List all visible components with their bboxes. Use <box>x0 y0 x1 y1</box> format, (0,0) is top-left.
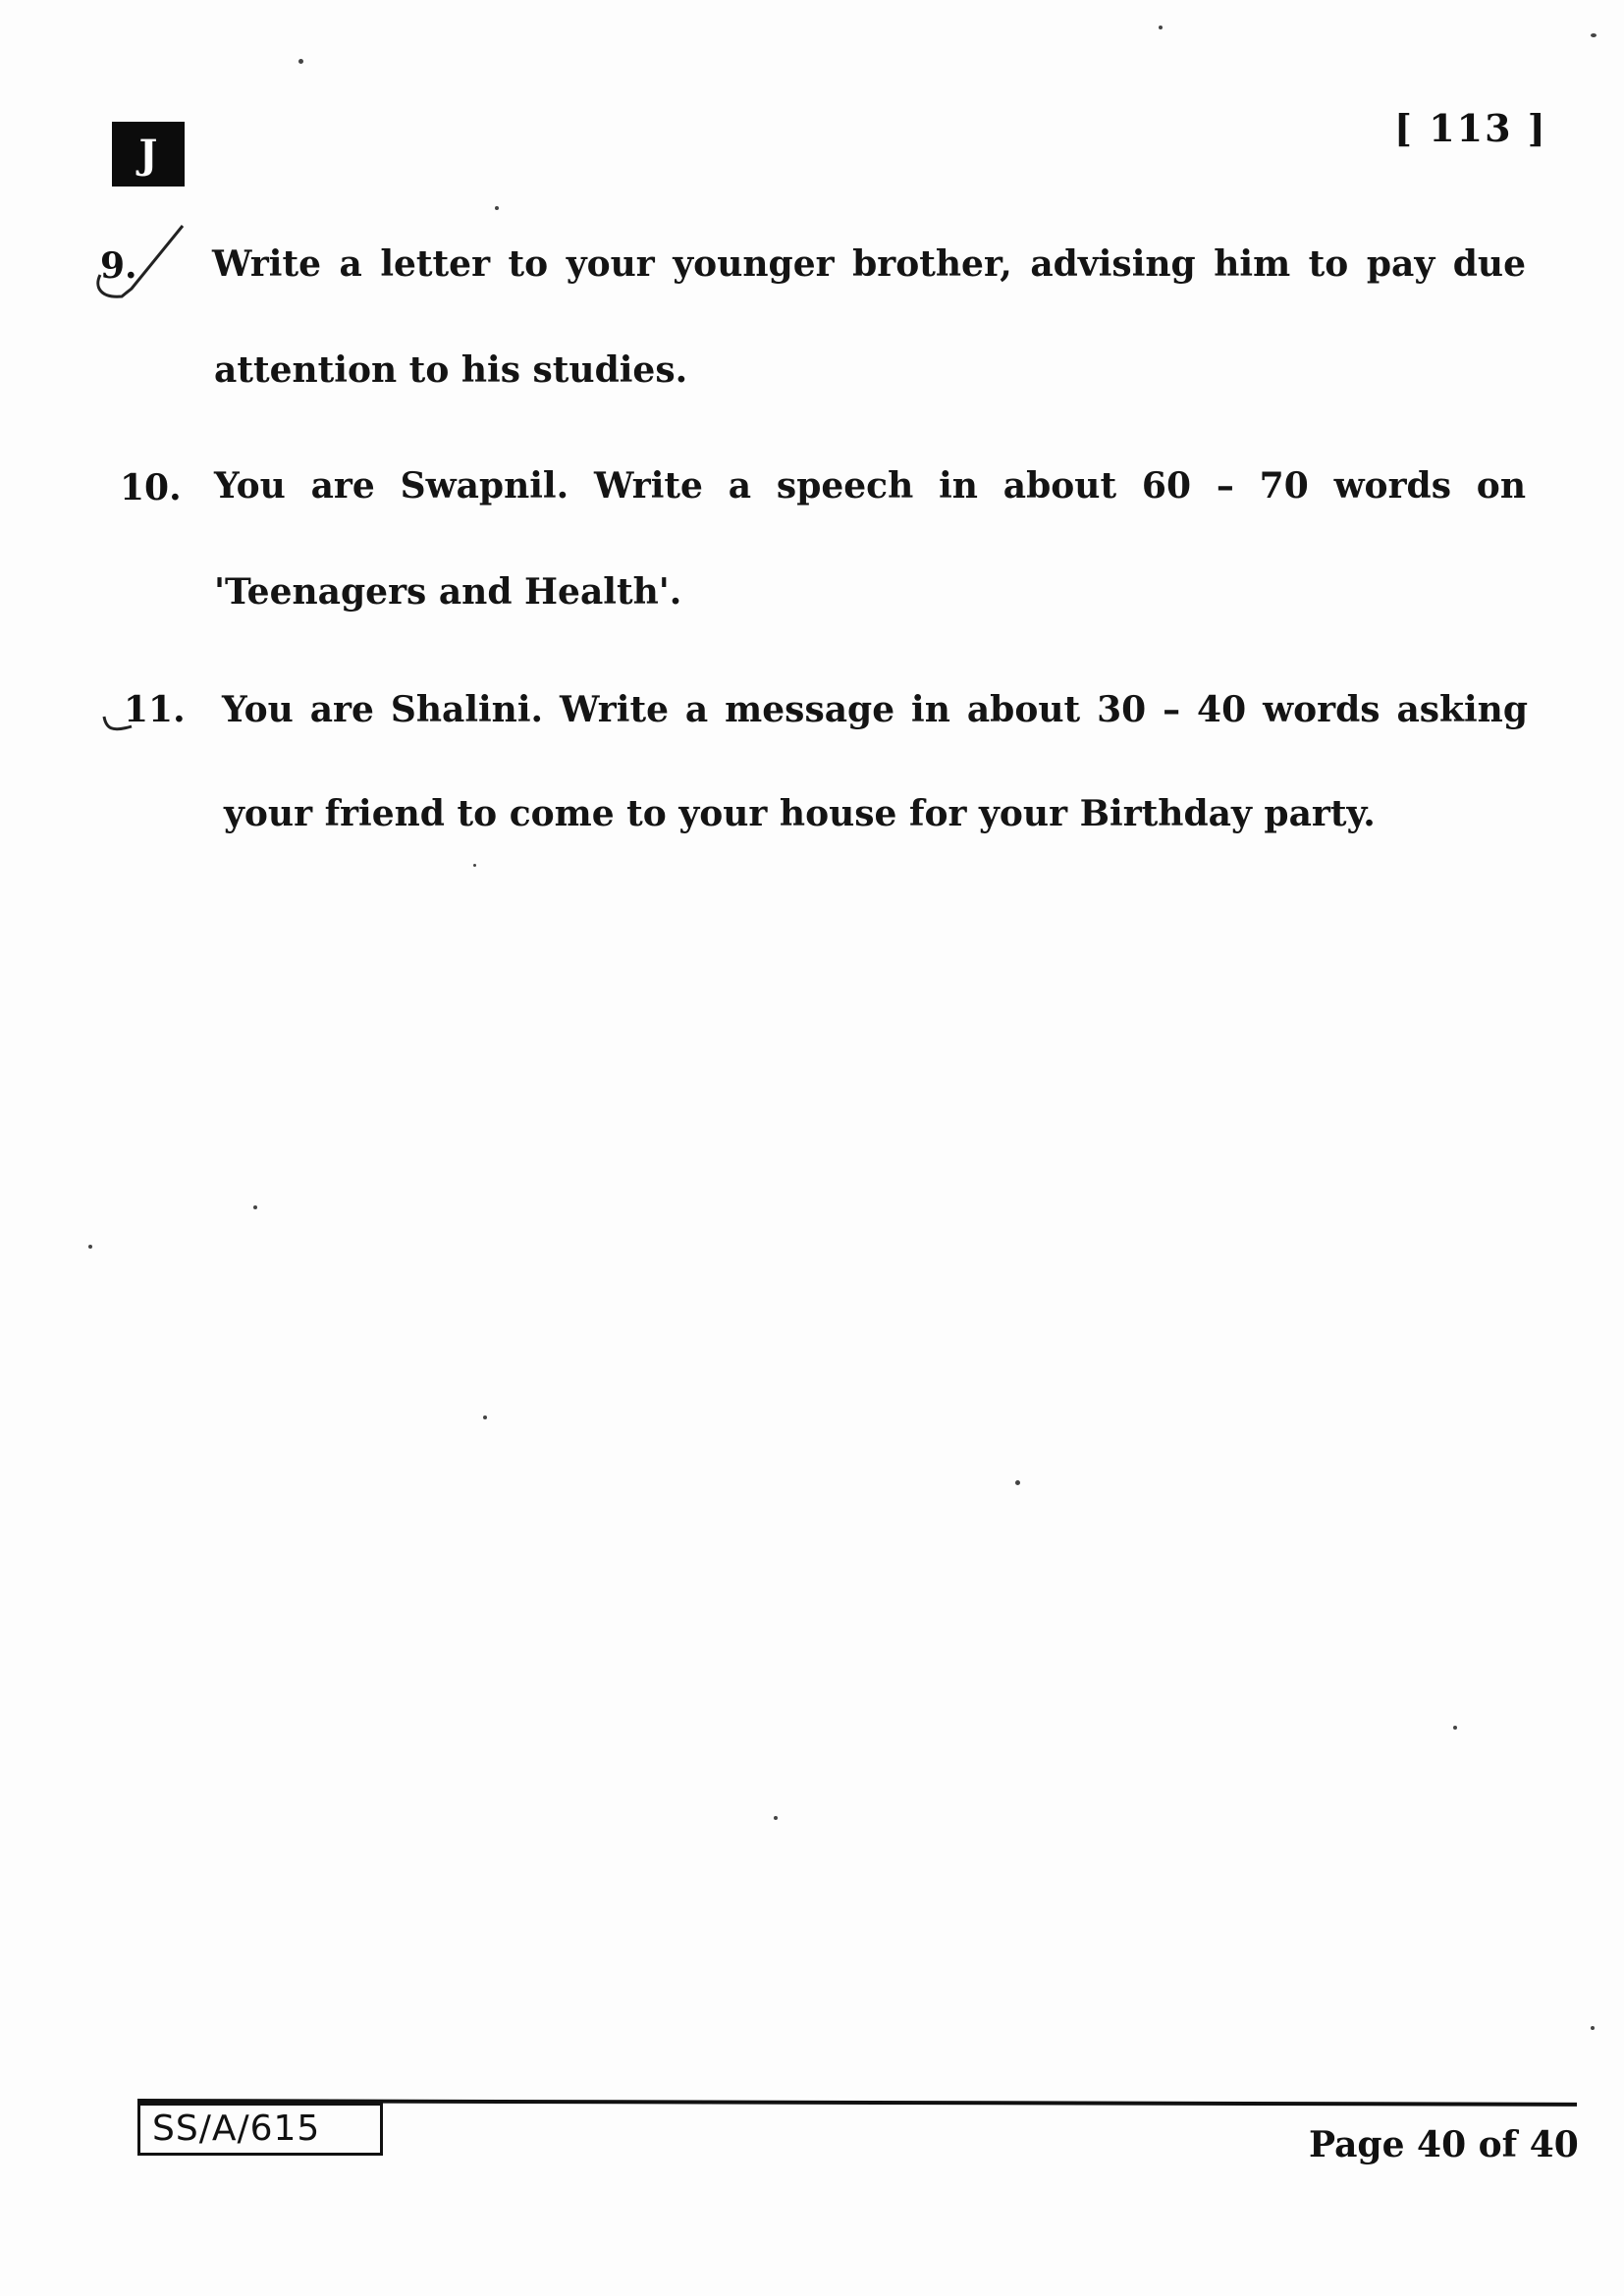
question-text-line: attention to his studies. <box>214 349 688 391</box>
scan-speck <box>483 1415 487 1419</box>
scan-speck <box>88 1245 92 1249</box>
paper-code-box <box>137 2103 383 2156</box>
paper-code: SS/A/615 <box>152 2109 321 2149</box>
question-text-line: 'Teenagers and Health'. <box>214 571 682 613</box>
question-text-line: your friend to come to your house for your Birthday party. <box>224 793 1376 834</box>
question-text-line: You are Shalini. Write a message in about 30 – 40 words asking <box>222 689 1528 730</box>
question-text-line: You are Swapnil. Write a speech in about 60 – 70 words on <box>214 465 1526 507</box>
page-number: Page 40 of 40 <box>1309 2124 1579 2165</box>
scan-speck <box>495 206 499 210</box>
checkmark-icon <box>98 707 157 746</box>
scan-speck <box>1591 2026 1595 2030</box>
page-reference: [ 113 ] <box>1394 106 1547 150</box>
question-number: 10. <box>120 467 182 508</box>
scan-speck <box>253 1205 257 1209</box>
scan-speck <box>298 59 303 64</box>
scan-speck <box>1015 1480 1020 1485</box>
question-number: 9. <box>100 245 137 287</box>
scan-speck <box>473 864 476 867</box>
scan-speck <box>1453 1726 1457 1730</box>
checkmark-icon <box>92 218 190 306</box>
scan-speck <box>1159 26 1163 29</box>
scan-speck <box>1591 33 1597 37</box>
scan-speck <box>774 1816 778 1820</box>
series-code: J <box>138 131 158 178</box>
question-number: 11. <box>124 689 186 730</box>
series-code-badge <box>112 122 185 187</box>
question-text-line: Write a letter to your younger brother, advising him to pay due <box>212 243 1526 285</box>
